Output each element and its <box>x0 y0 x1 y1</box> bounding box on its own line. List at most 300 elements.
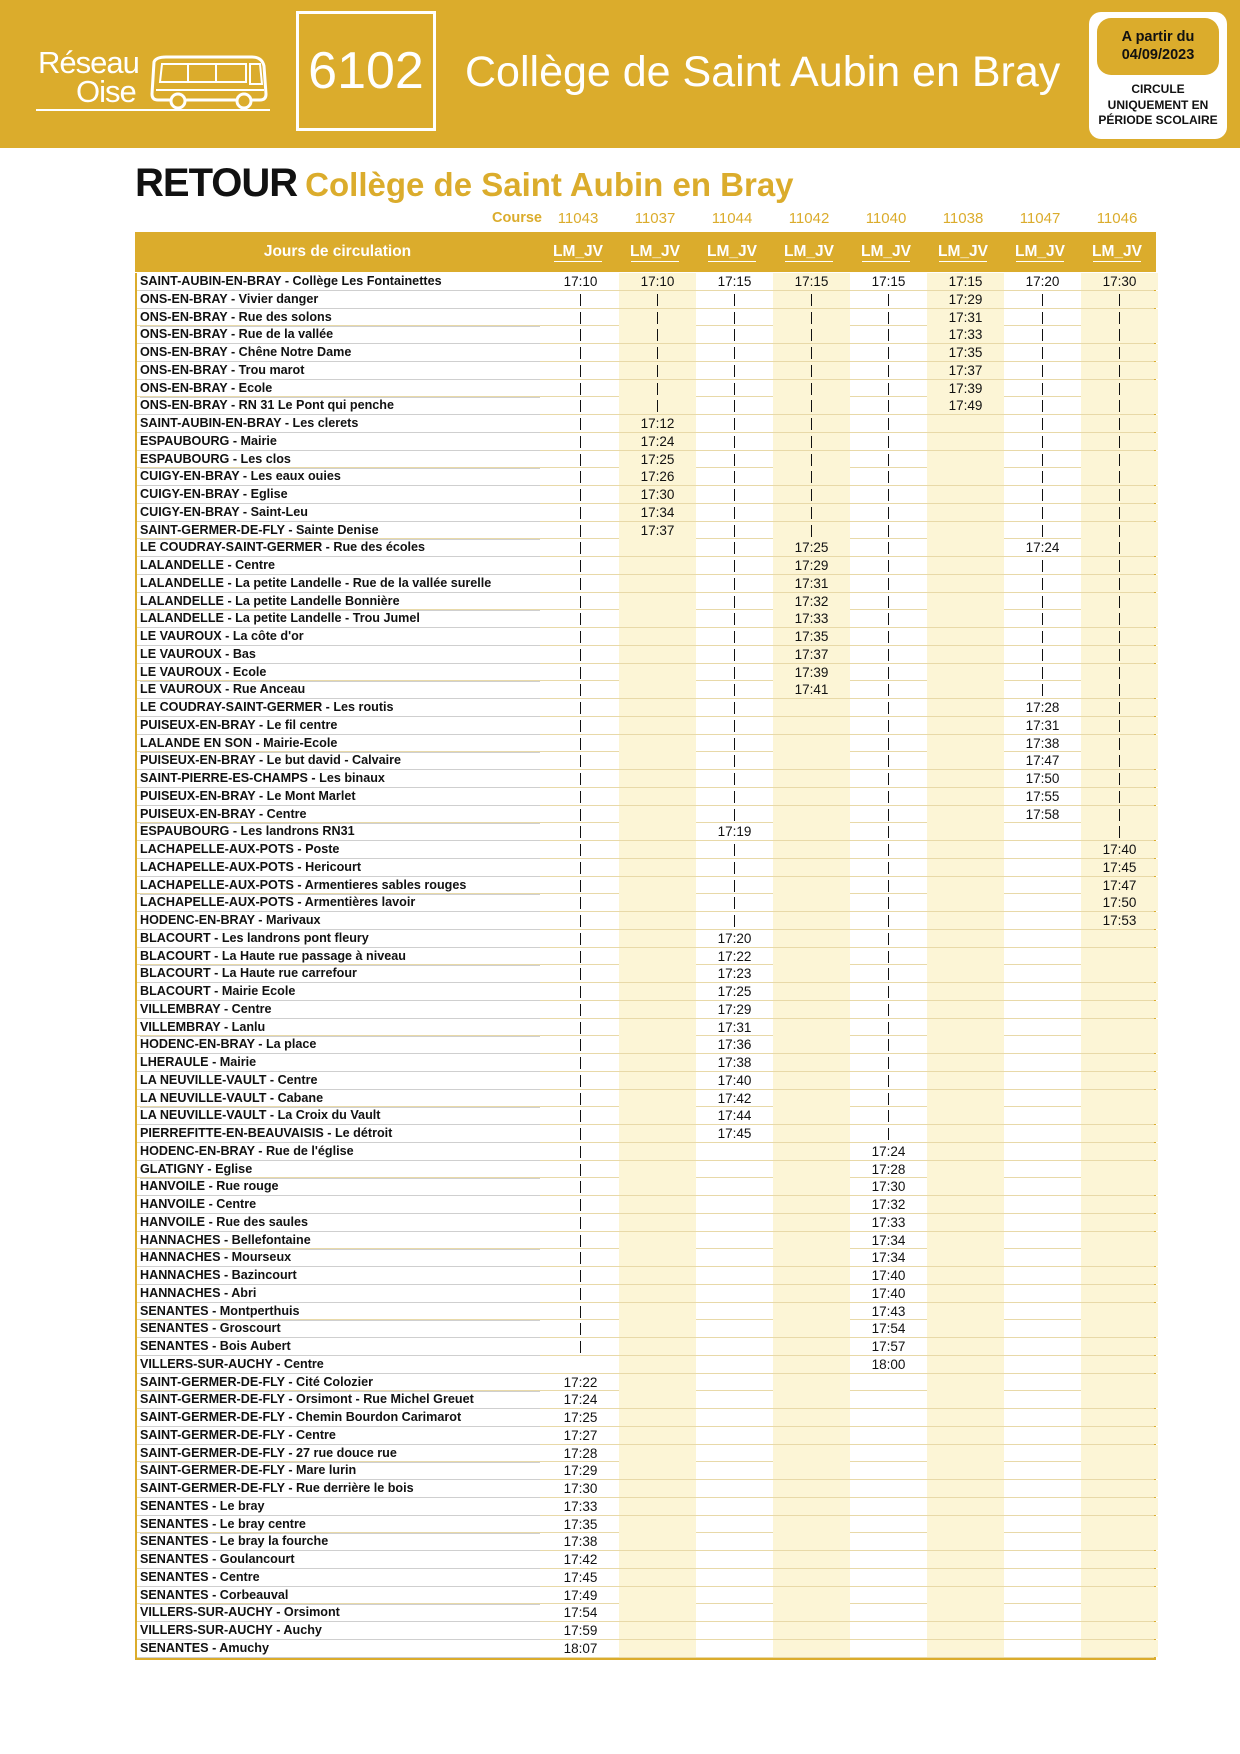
departure-time: 17:31 <box>1025 717 1060 733</box>
column-shade <box>927 1569 1004 1586</box>
column-shade <box>619 894 696 911</box>
column-shade <box>619 1196 696 1213</box>
pass-through-mark <box>580 720 581 732</box>
stop-name: BLACOURT - La Haute rue carrefour <box>140 965 540 983</box>
column-shade <box>619 1374 696 1391</box>
direction-label: RETOUR <box>135 161 298 205</box>
pass-through-mark <box>580 1057 581 1069</box>
stop-name: HANNACHES - Bazincourt <box>140 1267 540 1285</box>
column-shade <box>773 752 850 769</box>
pass-through-mark <box>888 329 889 341</box>
stop-name: BLACOURT - La Haute rue passage à niveau <box>140 948 540 966</box>
pass-through-mark <box>1042 525 1043 537</box>
pass-through-mark <box>1119 596 1120 608</box>
table-row <box>137 912 1154 930</box>
pass-through-mark <box>580 383 581 395</box>
column-shade <box>619 735 696 752</box>
table-row <box>137 1374 1154 1392</box>
column-shade <box>619 1587 696 1604</box>
pass-through-mark <box>1119 738 1120 750</box>
pass-through-mark <box>580 294 581 306</box>
pass-through-mark <box>580 436 581 448</box>
departure-time: 17:37 <box>794 646 829 662</box>
column-shade <box>619 1533 696 1550</box>
pass-through-mark <box>734 436 735 448</box>
table-row <box>137 451 1154 469</box>
column-shade <box>619 1551 696 1568</box>
pass-through-mark <box>888 755 889 767</box>
pass-through-mark <box>734 454 735 466</box>
column-shade <box>773 699 850 716</box>
table-row <box>137 1551 1154 1569</box>
column-shade <box>773 1303 850 1320</box>
pass-through-mark <box>811 312 812 324</box>
pass-through-mark <box>580 1199 581 1211</box>
table-row <box>137 752 1154 770</box>
logo-text-line1: Réseau <box>38 45 139 80</box>
pass-through-mark <box>734 684 735 696</box>
column-shade <box>619 877 696 894</box>
stop-name: LALANDELLE - Centre <box>140 557 540 575</box>
stop-name: SENANTES - Le bray <box>140 1498 540 1516</box>
departure-time: 17:37 <box>948 362 983 378</box>
table-row <box>137 1320 1154 1338</box>
days-code: LM_JV <box>773 232 845 272</box>
pass-through-mark <box>1042 613 1043 625</box>
column-shade <box>927 1320 1004 1337</box>
column-shade <box>773 770 850 787</box>
pass-through-mark <box>888 613 889 625</box>
pass-through-mark <box>888 542 889 554</box>
table-row <box>137 841 1154 859</box>
pass-through-mark <box>888 631 889 643</box>
departure-time: 17:40 <box>1102 842 1137 857</box>
pass-through-mark <box>888 1057 889 1069</box>
pass-through-mark <box>580 1004 581 1016</box>
pass-through-mark <box>580 702 581 714</box>
pass-through-mark <box>580 1252 581 1264</box>
pass-through-mark <box>888 915 889 927</box>
pass-through-mark <box>1119 454 1120 466</box>
pass-through-mark <box>657 400 658 412</box>
departure-time: 17:33 <box>794 611 829 627</box>
column-shade <box>619 1409 696 1426</box>
stop-name: GLATIGNY - Eglise <box>140 1161 540 1179</box>
table-row <box>137 1640 1154 1658</box>
stop-name: SAINT-PIERRE-ES-CHAMPS - Les binaux <box>140 770 540 788</box>
pass-through-mark <box>580 454 581 466</box>
column-shade <box>1081 1533 1158 1550</box>
column-shade <box>773 965 850 982</box>
departure-time: 17:47 <box>1102 877 1137 893</box>
column-shade <box>927 1480 1004 1497</box>
departure-time: 17:15 <box>717 274 752 289</box>
stop-name: LALANDE EN SON - Mairie-Ecole <box>140 735 540 753</box>
departure-time: 17:15 <box>871 274 906 289</box>
pass-through-mark <box>580 773 581 785</box>
column-shade <box>619 1036 696 1053</box>
departure-time: 17:31 <box>948 309 983 325</box>
column-shade <box>927 1196 1004 1213</box>
departure-time: 17:31 <box>794 575 829 591</box>
pass-through-mark <box>734 525 735 537</box>
column-shade <box>773 1143 850 1160</box>
column-shade <box>927 841 1004 858</box>
pass-through-mark <box>580 684 581 696</box>
pass-through-mark <box>1119 560 1120 572</box>
column-shade <box>773 912 850 929</box>
pass-through-mark <box>811 400 812 412</box>
column-shade <box>1081 948 1158 965</box>
pass-through-mark <box>811 436 812 448</box>
departure-time: 17:38 <box>563 1534 598 1550</box>
column-shade <box>927 415 1004 432</box>
days-code: LM_JV <box>850 232 922 272</box>
pass-through-mark <box>1042 365 1043 377</box>
stop-name: PUISEUX-EN-BRAY - Le Mont Marlet <box>140 788 540 806</box>
column-shade <box>619 1019 696 1036</box>
column-shade <box>927 912 1004 929</box>
pass-through-mark <box>888 596 889 608</box>
stop-name: HODENC-EN-BRAY - La place <box>140 1036 540 1054</box>
column-shade <box>927 664 1004 681</box>
pass-through-mark <box>1119 312 1120 324</box>
departure-time: 17:35 <box>794 629 829 644</box>
column-shade <box>927 770 1004 787</box>
pass-through-mark <box>1042 436 1043 448</box>
course-label: Course <box>492 210 542 226</box>
pass-through-mark <box>1119 365 1120 377</box>
column-shade <box>619 1569 696 1586</box>
stop-name: LACHAPELLE-AUX-POTS - Armentieres sables rouges <box>140 877 540 895</box>
column-shade <box>773 1320 850 1337</box>
pass-through-mark <box>1119 436 1120 448</box>
pass-through-mark <box>734 507 735 519</box>
column-shade <box>619 1232 696 1249</box>
column-shade <box>773 1640 850 1657</box>
pass-through-mark <box>888 507 889 519</box>
column-shade <box>927 1036 1004 1053</box>
departure-time: 17:24 <box>871 1143 906 1159</box>
column-shade <box>927 522 1004 539</box>
departure-time: 17:10 <box>640 274 675 289</box>
column-shade <box>1081 1090 1158 1107</box>
line-number: 6102 <box>296 11 436 131</box>
column-shade <box>927 433 1004 450</box>
column-shade <box>619 1604 696 1621</box>
pass-through-mark <box>811 454 812 466</box>
column-shade <box>619 1338 696 1355</box>
stop-name: LA NEUVILLE-VAULT - Cabane <box>140 1090 540 1108</box>
column-shade <box>927 1285 1004 1302</box>
departure-time: 17:27 <box>563 1427 598 1443</box>
pass-through-mark <box>734 418 735 430</box>
table-row <box>137 1267 1154 1285</box>
column-shade <box>619 752 696 769</box>
column-shade <box>927 965 1004 982</box>
column-shade <box>1081 1498 1158 1515</box>
column-shade <box>1081 1622 1158 1639</box>
departure-time: 17:34 <box>871 1250 906 1266</box>
column-shade <box>619 965 696 982</box>
pass-through-mark <box>734 578 735 590</box>
pass-through-mark <box>580 489 581 501</box>
pass-through-mark <box>1119 471 1120 483</box>
validity-date: 04/09/2023 <box>1121 47 1195 63</box>
pass-through-mark <box>580 844 581 856</box>
column-shade <box>1081 1516 1158 1533</box>
column-shade <box>1081 1196 1158 1213</box>
departure-time: 17:58 <box>1025 806 1060 822</box>
column-shade <box>927 646 1004 663</box>
column-shade <box>1081 1445 1158 1462</box>
column-shade <box>927 1622 1004 1639</box>
stop-name: SENANTES - Le bray la fourche <box>140 1533 540 1551</box>
departure-time: 17:28 <box>1025 700 1060 715</box>
column-shade <box>927 1001 1004 1018</box>
pass-through-mark <box>1119 826 1120 838</box>
column-shade <box>773 1462 850 1479</box>
column-shade <box>1081 930 1158 947</box>
column-shade <box>773 735 850 752</box>
column-shade <box>927 468 1004 485</box>
pass-through-mark <box>1042 400 1043 412</box>
stop-name: CUIGY-EN-BRAY - Eglise <box>140 486 540 504</box>
column-shade <box>619 1161 696 1178</box>
column-shade <box>773 1409 850 1426</box>
stop-name: SAINT-GERMER-DE-FLY - Chemin Bourdon Carimarot <box>140 1409 540 1427</box>
column-shade <box>1081 1161 1158 1178</box>
departure-time: 17:44 <box>717 1108 752 1124</box>
pass-through-mark <box>580 1110 581 1122</box>
pass-through-mark <box>888 1075 889 1087</box>
column-shade <box>927 1445 1004 1462</box>
column-shade <box>773 1125 850 1142</box>
column-shade <box>773 1090 850 1107</box>
column-shade <box>1081 1462 1158 1479</box>
pass-through-mark <box>888 791 889 803</box>
stop-name: HANVOILE - Rue rouge <box>140 1178 540 1196</box>
column-shade <box>619 930 696 947</box>
pass-through-mark <box>580 933 581 945</box>
departure-time: 17:40 <box>871 1268 906 1283</box>
departure-time: 17:30 <box>1102 274 1137 289</box>
stop-name: ONS-EN-BRAY - Ecole <box>140 380 540 398</box>
column-shade <box>1081 1143 1158 1160</box>
stop-name: PUISEUX-EN-BRAY - Centre <box>140 806 540 824</box>
pass-through-mark <box>888 844 889 856</box>
column-shade <box>619 1178 696 1195</box>
stop-name: ONS-EN-BRAY - Rue des solons <box>140 309 540 327</box>
pass-through-mark <box>1042 454 1043 466</box>
stop-name: VILLEMBRAY - Lanlu <box>140 1019 540 1037</box>
pass-through-mark <box>580 649 581 661</box>
pass-through-mark <box>1119 720 1120 732</box>
column-shade <box>773 1533 850 1550</box>
column-shade <box>927 1303 1004 1320</box>
column-shade <box>773 948 850 965</box>
table-row <box>137 468 1154 486</box>
pass-through-mark <box>888 951 889 963</box>
stop-name: LA NEUVILLE-VAULT - Centre <box>140 1072 540 1090</box>
pass-through-mark <box>888 968 889 980</box>
pass-through-mark <box>1119 791 1120 803</box>
stop-name: HANVOILE - Centre <box>140 1196 540 1214</box>
stop-name: VILLERS-SUR-AUCHY - Centre <box>140 1356 540 1374</box>
pass-through-mark <box>580 400 581 412</box>
column-shade <box>773 1107 850 1124</box>
column-shade <box>1081 1356 1158 1373</box>
departure-time: 18:07 <box>563 1640 598 1656</box>
pass-through-mark <box>1119 613 1120 625</box>
table-row <box>137 1604 1154 1622</box>
column-shade <box>927 1356 1004 1373</box>
note-line: PÉRIODE SCOLAIRE <box>1098 113 1218 127</box>
pass-through-mark <box>734 791 735 803</box>
pass-through-mark <box>888 1128 889 1140</box>
pass-through-mark <box>734 773 735 785</box>
pass-through-mark <box>888 454 889 466</box>
column-shade <box>619 788 696 805</box>
stop-name: VILLERS-SUR-AUCHY - Orsimont <box>140 1604 540 1622</box>
column-shade <box>619 717 696 734</box>
pass-through-mark <box>811 383 812 395</box>
column-shade <box>927 1143 1004 1160</box>
departure-time: 17:50 <box>1102 895 1137 911</box>
column-shade <box>1081 1036 1158 1053</box>
departure-time: 17:34 <box>640 504 675 520</box>
course-number: 11038 <box>942 210 984 227</box>
pass-through-mark <box>888 684 889 696</box>
pass-through-mark <box>888 862 889 874</box>
stop-name: SAINT-GERMER-DE-FLY - Sainte Denise <box>140 522 540 540</box>
column-shade <box>927 930 1004 947</box>
departure-time: 17:39 <box>948 380 983 396</box>
table-row <box>137 610 1154 628</box>
table-row <box>137 1427 1154 1445</box>
stop-name: BLACOURT - Mairie Ecole <box>140 983 540 1001</box>
table-row <box>137 397 1154 415</box>
column-shade <box>927 1498 1004 1515</box>
departure-time: 17:10 <box>563 274 598 289</box>
table-row <box>137 859 1154 877</box>
column-shade <box>927 1533 1004 1550</box>
pass-through-mark <box>888 1093 889 1105</box>
column-shade <box>927 504 1004 521</box>
table-row <box>137 1214 1154 1232</box>
pass-through-mark <box>734 667 735 679</box>
stop-name: LACHAPELLE-AUX-POTS - Armentières lavoir <box>140 894 540 912</box>
column-shade <box>619 1356 696 1373</box>
stop-name: SAINT-GERMER-DE-FLY - Rue derrière le bois <box>140 1480 540 1498</box>
column-shade <box>927 752 1004 769</box>
stop-name: PUISEUX-EN-BRAY - Le but david - Calvaire <box>140 752 540 770</box>
column-shade <box>1081 1604 1158 1621</box>
table-row <box>137 1125 1154 1143</box>
stop-name: LALANDELLE - La petite Landelle Bonnière <box>140 593 540 611</box>
column-shade <box>619 770 696 787</box>
column-shade <box>619 539 696 556</box>
stop-name: PIERREFITTE-EN-BEAUVAISIS - Le détroit <box>140 1125 540 1143</box>
table-row <box>137 433 1154 451</box>
pass-through-mark <box>580 1306 581 1318</box>
column-shade <box>927 1604 1004 1621</box>
pass-through-mark <box>580 1128 581 1140</box>
column-shade <box>927 557 1004 574</box>
pass-through-mark <box>734 862 735 874</box>
stop-name: PUISEUX-EN-BRAY - Le fil centre <box>140 717 540 735</box>
pass-through-mark <box>888 986 889 998</box>
column-shade <box>1081 1409 1158 1426</box>
departure-time: 17:24 <box>1025 540 1060 556</box>
departure-time: 17:57 <box>871 1339 906 1354</box>
pass-through-mark <box>580 1075 581 1087</box>
departure-time: 17:31 <box>717 1019 752 1035</box>
column-shade <box>1081 1178 1158 1195</box>
pass-through-mark <box>734 915 735 927</box>
pass-through-mark <box>580 418 581 430</box>
column-shade <box>927 1267 1004 1284</box>
column-shade <box>927 983 1004 1000</box>
pass-through-mark <box>888 933 889 945</box>
pass-through-mark <box>734 542 735 554</box>
pass-through-mark <box>1119 773 1120 785</box>
pass-through-mark <box>888 649 889 661</box>
pass-through-mark <box>734 738 735 750</box>
stop-name: HANNACHES - Bellefontaine <box>140 1232 540 1250</box>
pass-through-mark <box>888 1022 889 1034</box>
column-shade <box>619 664 696 681</box>
pass-through-mark <box>580 329 581 341</box>
column-shade <box>927 1214 1004 1231</box>
pass-through-mark <box>888 773 889 785</box>
column-shade <box>1081 1569 1158 1586</box>
stop-name: LA NEUVILLE-VAULT - La Croix du Vault <box>140 1107 540 1125</box>
column-shade <box>927 486 1004 503</box>
column-shade <box>927 806 1004 823</box>
column-shade <box>927 735 1004 752</box>
pass-through-mark <box>1119 755 1120 767</box>
stop-name: SAINT-GERMER-DE-FLY - 27 rue douce rue <box>140 1445 540 1463</box>
pass-through-mark <box>1042 684 1043 696</box>
departure-time: 17:33 <box>871 1214 906 1230</box>
table-header <box>135 232 1156 272</box>
table-row <box>137 1516 1154 1534</box>
column-shade <box>773 841 850 858</box>
departure-time: 17:33 <box>948 327 983 343</box>
pass-through-mark <box>580 542 581 554</box>
pass-through-mark <box>1119 400 1120 412</box>
table-row <box>137 380 1154 398</box>
logo-text-line2: Oise <box>76 74 136 109</box>
column-shade <box>927 1391 1004 1408</box>
column-shade <box>1081 1072 1158 1089</box>
departure-time: 17:49 <box>563 1587 598 1603</box>
pass-through-mark <box>811 489 812 501</box>
days-code: LM_JV <box>542 232 614 272</box>
departure-time: 17:39 <box>794 664 829 680</box>
pass-through-mark <box>734 294 735 306</box>
pass-through-mark <box>734 844 735 856</box>
column-shade <box>773 1445 850 1462</box>
departure-time: 17:28 <box>563 1445 598 1461</box>
table-row <box>137 717 1154 735</box>
pass-through-mark <box>1119 542 1120 554</box>
pass-through-mark <box>1119 294 1120 306</box>
column-shade <box>773 1516 850 1533</box>
pass-through-mark <box>1119 578 1120 590</box>
stop-name: ONS-EN-BRAY - RN 31 Le Pont qui penche <box>140 397 540 415</box>
